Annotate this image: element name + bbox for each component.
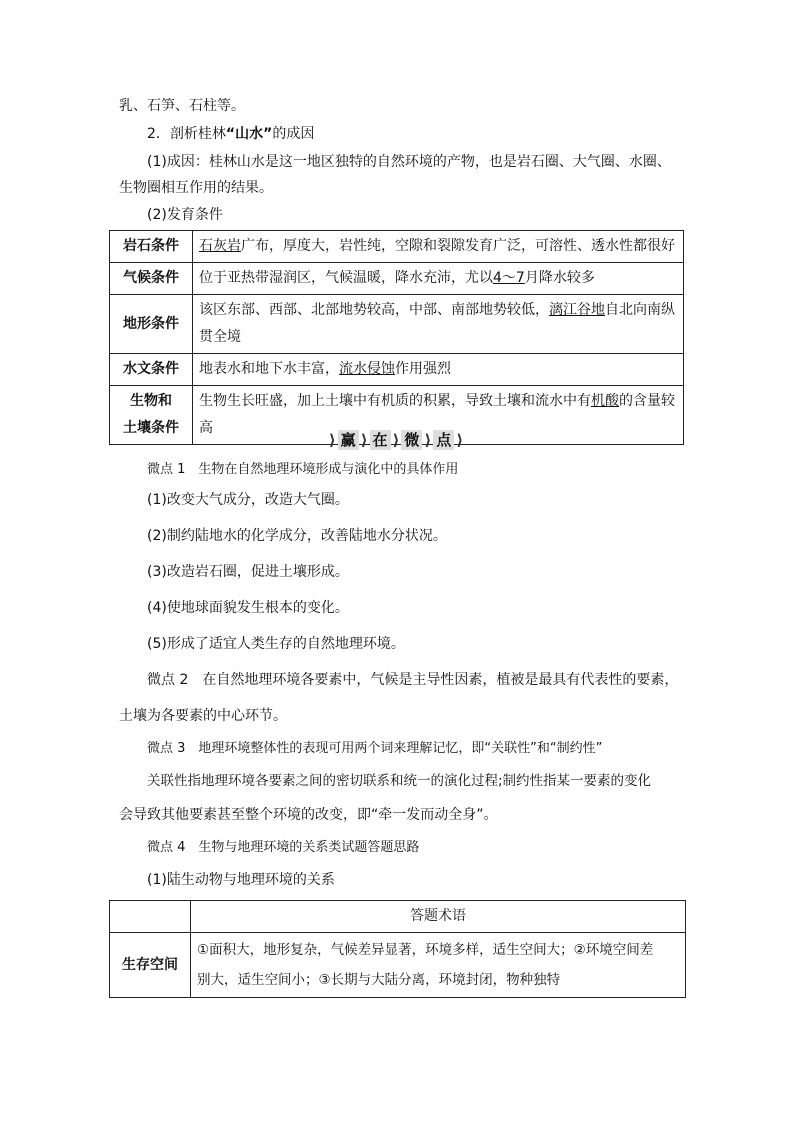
row-text: ①面积大，地形复杂，气候差异显著，环境多样，适生空间大；②环境空间差 别大，适生空间小；③长期与大陆分离，环境封闭，物种独特 [191, 933, 686, 998]
row-label: 地形条件 [110, 295, 193, 354]
table-header: 答题术语 [191, 901, 686, 933]
table-row [110, 933, 686, 998]
point-2-line-1: 微点 2 在自然地理环境各要素中，气候是主导性因素，植被是最具有代表性的要素， [147, 672, 679, 688]
table-row [110, 354, 684, 386]
row-text: 位于亚热带湿润区，气候温暖，降水充沛，尤以4～7月降水较多 [193, 263, 684, 295]
point-1-item: (5)形成了适宜人类生存的自然地理环境。 [147, 636, 405, 652]
chevron-icon: ⟩ [328, 431, 336, 449]
point-4-title: 微点 4 生物与地理环境的关系类试题答题思路 [147, 840, 420, 855]
row-text: 该区东部、西部、北部地势较高，中部、南部地势较低，漓江谷地自北向南纵 贯全境 [193, 295, 684, 354]
point-1-item: (2)制约陆地水的化学成分，改善陆地水分状况。 [147, 528, 447, 544]
point-3-title: 微点 3 地理环境整体性的表现可用两个词来理解记忆，即“关联性”和“制约性” [147, 741, 603, 756]
top-line: 乳、石笋、石柱等。 [119, 98, 245, 114]
cause-line-2: 生物圈相互作用的结果。 [119, 180, 273, 196]
table-row [110, 231, 684, 263]
banner-char: 在 [370, 430, 391, 450]
table-row [110, 295, 684, 354]
row-label: 生物和 土壤条件 [110, 386, 193, 445]
conditions-table [109, 230, 684, 445]
banner-char: 微 [401, 430, 422, 450]
section-banner [326, 428, 466, 452]
banner-char: 赢 [338, 430, 359, 450]
section-2-quoted: “山水” [225, 126, 273, 142]
table-header-row [110, 901, 686, 933]
point-1-item: (3)改造岩石圈，促进土壤形成。 [147, 564, 349, 580]
row-label: 水文条件 [110, 354, 193, 386]
row-text: 石灰岩广布，厚度大，岩性纯，空隙和裂隙发育广泛，可溶性、透水性都很好 [193, 231, 684, 263]
point-1-title: 微点 1 生物在自然地理环境形成与演化中的具体作用 [147, 462, 459, 477]
chevron-icon: ⟩ [424, 431, 432, 449]
point-1-item: (1)改变大气成分，改造大气圈。 [147, 492, 349, 508]
development-title: (2)发育条件 [147, 207, 223, 223]
section-2-number: 2．剖析桂林 [147, 126, 226, 142]
point-3-line-2: 会导致其他要素甚至整个环境的改变，即“牵一发而动全身”。 [119, 807, 498, 823]
chevron-icon: ⟩ [360, 431, 368, 449]
row-text: 生物生长旺盛，加上土壤中有机质的积累，导致土壤和流水中有机酸的含量较 高 [193, 386, 684, 445]
chevron-icon: ⟩ [392, 431, 400, 449]
row-label: 岩石条件 [110, 231, 193, 263]
table-row [110, 263, 684, 295]
row-label: 生存空间 [110, 933, 191, 998]
section-2-heading [147, 124, 314, 144]
animals-table [109, 900, 686, 998]
point-4-subtitle: (1)陆生动物与地理环境的关系 [147, 872, 335, 888]
point-1-item: (4)使地球面貌发生根本的变化。 [147, 600, 349, 616]
point-2-line-2: 土壤为各要素的中心环节。 [119, 708, 287, 724]
point-3-line-1: 关联性指地理环境各要素之间的密切联系和统一的演化过程;制约性指某一要素的变化 [147, 773, 652, 789]
table-corner-cell [110, 901, 191, 933]
section-2-tail: 的成因 [272, 126, 315, 142]
chevron-icon: ⟩ [456, 431, 464, 449]
row-text: 地表水和地下水丰富，流水侵蚀作用强烈 [193, 354, 684, 386]
banner-char: 点 [433, 430, 454, 450]
cause-line-1: (1)成因：桂林山水是这一地区独特的自然环境的产物，也是岩石圈、大气圈、水圈、 [147, 154, 671, 170]
row-label: 气候条件 [110, 263, 193, 295]
